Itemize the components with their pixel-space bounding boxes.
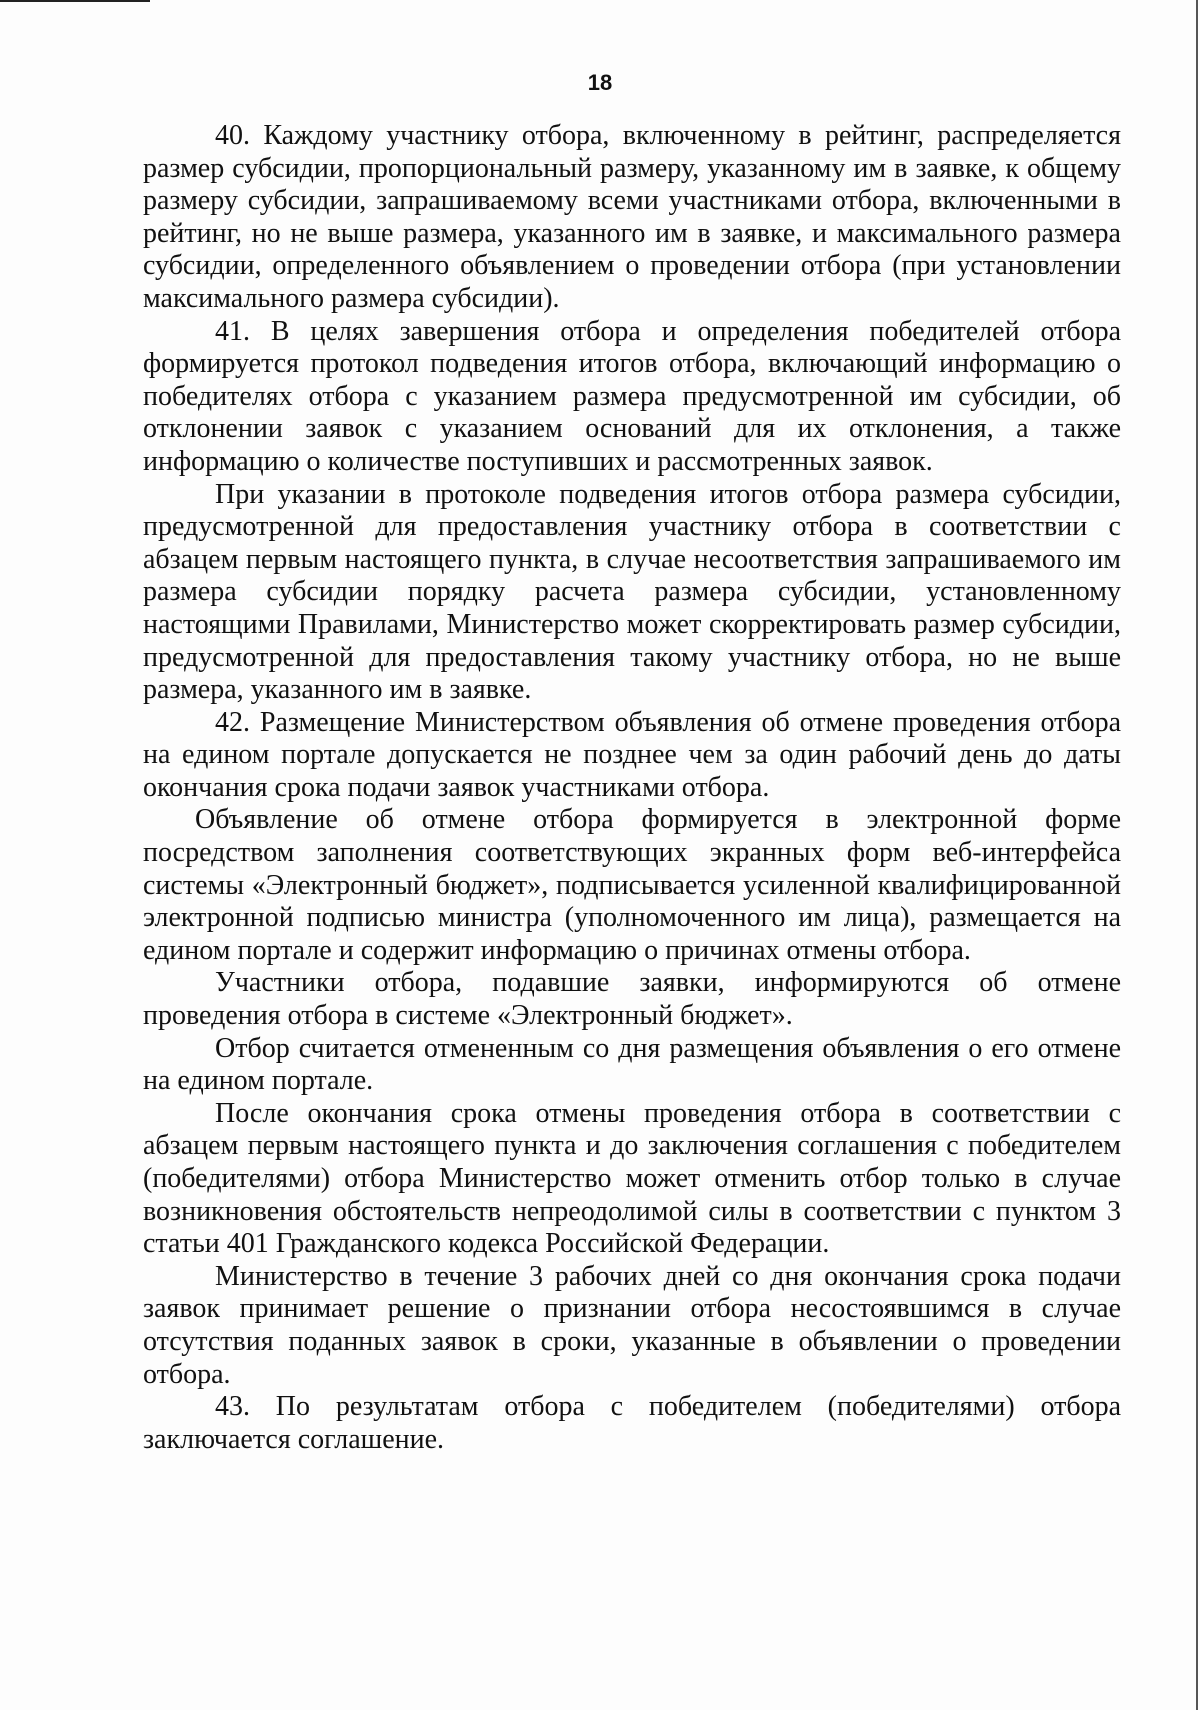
paragraph-43: 43. По результатам отбора с победителем (победителями) отбора заключается соглашение. xyxy=(143,1391,1121,1455)
paragraph-40: 40. Каждому участнику отбора, включенному в рейтинг, распределяется размер субсидии, пропорциональный размеру, указанному им в заявке, к общему размеру субсидии, запрашиваемому всеми участниками отбора, включенными в рейтинг, но не выше размера, указанного им в заявке, и максимального размера субсидии, определенного объявлением о проведении отбора (при установлении максимального размера субсидии). xyxy=(143,120,1121,314)
paragraph-42-part-2: Объявление об отмене отбора формируется в электронной форме посредством заполнения соответствующих экранных форм веб-интерфейса системы «Электронный бюджет», подписывается усиленной квалифицированной электронной подписью министра (уполномоченного им лица), размещается на едином портале и содержит информацию о причинах отмены отбора. xyxy=(143,804,1121,966)
paragraph-42: 42. Размещение Министерством объявления об отмене проведения отбора на едином портале допускается не позднее чем за один рабочий день до даты окончания срока подачи заявок участниками отбора. xyxy=(143,706,1121,803)
scan-edge-line xyxy=(0,0,150,2)
paragraph-42-part-3: Участники отбора, подавшие заявки, информируются об отмене проведения отбора в системе «Электронный бюджет». xyxy=(143,967,1121,1032)
scan-edge-line-right xyxy=(1196,0,1198,1710)
paragraph-42-part-6: Министерство в течение 3 рабочих дней со дня окончания срока подачи заявок принимает решение о признании отбора несостоявшимся в случае отсутствия поданных заявок в сроки, указанные в объявлении о проведении отбора. xyxy=(143,1260,1121,1390)
paragraph-42-part-4: Отбор считается отмененным со дня размещения объявления о его отмене на едином портале. xyxy=(143,1032,1121,1097)
paragraph-41: 41. В целях завершения отбора и определения победителей отбора формируется протокол подведения итогов отбора, включающий информацию о победителях отбора с указанием размера предусмотренной им субсидии, об отклонении заявок с указанием оснований для их отклонения, а также информацию о количестве поступивших и рассмотренных заявок. xyxy=(143,315,1121,477)
paragraph-41-part-2: При указании в протоколе подведения итогов отбора размера субсидии, предусмотренной для предоставления участнику отбора в соответствии с абзацем первым настоящего пункта, в случае несоответствия запрашиваемого им размера субсидии порядку расчета размера субсидии, установленному настоящими Правилами, Министерство может скорректировать размер субсидии, предусмотренной для предоставления такому участнику отбора, но не выше размера, указанного им в заявке. xyxy=(143,478,1121,706)
document-body xyxy=(143,120,1121,1456)
paragraph-42-part-5: После окончания срока отмены проведения отбора в соответствии с абзацем первым настоящего пункта и до заключения соглашения с победителем (победителями) отбора Министерство может отменить отбор только в случае возникновения обстоятельств непреодолимой силы в соответствии с пунктом 3 статьи 401 Гражданского кодекса Российской Федерации. xyxy=(143,1097,1121,1260)
page-number: 18 xyxy=(587,70,613,95)
